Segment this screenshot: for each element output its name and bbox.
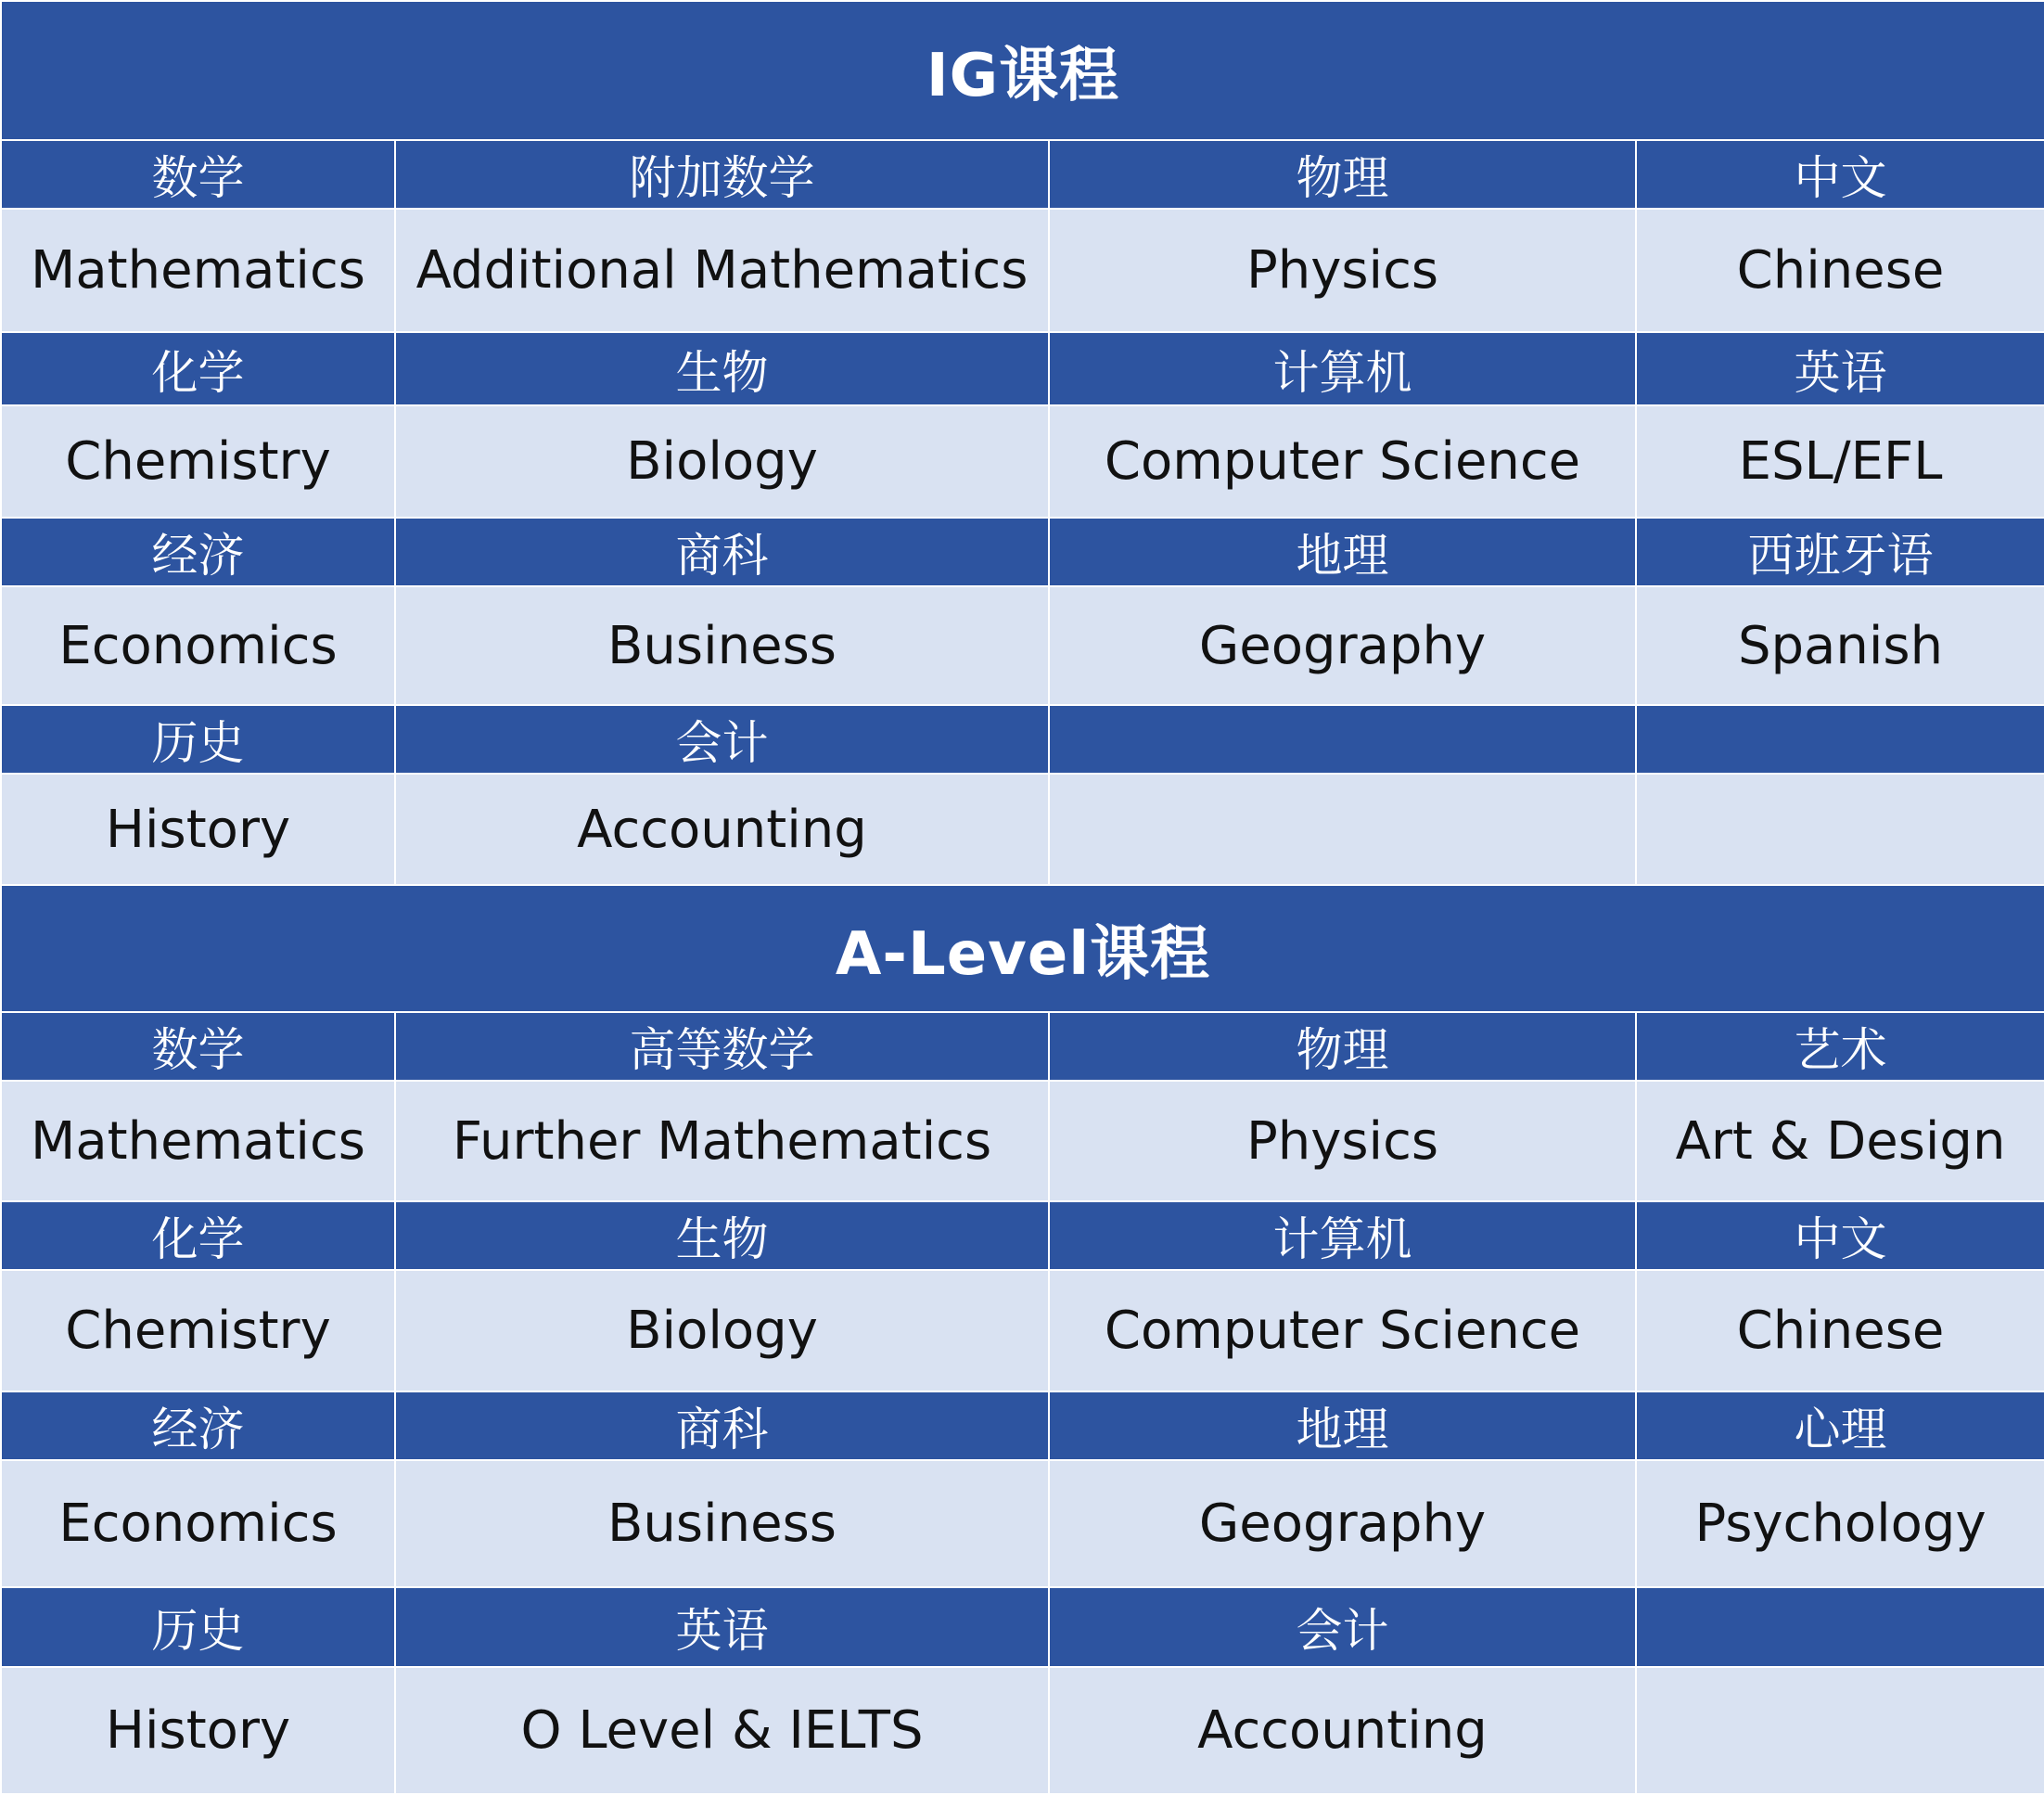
ig-subject-cn: 计算机 xyxy=(1049,332,1636,405)
ig-title-row xyxy=(1,1,2044,140)
alevel-subject-en: Economics xyxy=(1,1460,395,1587)
alevel-subject-en: Computer Science xyxy=(1049,1270,1636,1391)
alevel-subject-cn: 会计 xyxy=(1049,1587,1636,1667)
alevel-subject-cn: 地理 xyxy=(1049,1391,1636,1460)
alevel-subject-en-row xyxy=(1,1667,2044,1794)
alevel-subject-cn: 数学 xyxy=(1,1012,395,1081)
alevel-subject-en-row xyxy=(1,1081,2044,1201)
ig-subject-cn: 地理 xyxy=(1049,518,1636,586)
alevel-subject-cn: 历史 xyxy=(1,1587,395,1667)
ig-subject-en: Chinese xyxy=(1636,209,2044,332)
ig-empty-cell xyxy=(1636,705,2044,774)
ig-subject-en: Geography xyxy=(1049,586,1636,705)
ig-empty-cell xyxy=(1636,774,2044,885)
ig-empty-cell xyxy=(1049,705,1636,774)
alevel-subject-en: Chinese xyxy=(1636,1270,2044,1391)
alevel-subject-en: Accounting xyxy=(1049,1667,1636,1794)
alevel-subject-cn: 化学 xyxy=(1,1201,395,1270)
alevel-subject-en: Biology xyxy=(395,1270,1049,1391)
alevel-subject-en: Physics xyxy=(1049,1081,1636,1201)
alevel-subject-en: Art & Design xyxy=(1636,1081,2044,1201)
ig-subject-en: Mathematics xyxy=(1,209,395,332)
ig-subject-en: Chemistry xyxy=(1,405,395,518)
ig-subject-cn: 商科 xyxy=(395,518,1049,586)
alevel-subject-en: Business xyxy=(395,1460,1049,1587)
ig-subject-cn: 中文 xyxy=(1636,140,2044,209)
ig-subject-cn: 经济 xyxy=(1,518,395,586)
ig-section-title: IG课程 xyxy=(1,1,2044,140)
alevel-subject-cn: 生物 xyxy=(395,1201,1049,1270)
ig-subject-cn: 附加数学 xyxy=(395,140,1049,209)
alevel-subject-cn-row xyxy=(1,1587,2044,1667)
ig-subject-cn: 物理 xyxy=(1049,140,1636,209)
alevel-subject-en: Mathematics xyxy=(1,1081,395,1201)
ig-subject-cn-row xyxy=(1,705,2044,774)
alevel-subject-cn: 高等数学 xyxy=(395,1012,1049,1081)
alevel-subject-cn-row xyxy=(1,1201,2044,1270)
ig-subject-en: Business xyxy=(395,586,1049,705)
alevel-subject-cn: 计算机 xyxy=(1049,1201,1636,1270)
ig-subject-cn-row xyxy=(1,140,2044,209)
alevel-subject-cn: 艺术 xyxy=(1636,1012,2044,1081)
ig-subject-en: Accounting xyxy=(395,774,1049,885)
ig-subject-en: Biology xyxy=(395,405,1049,518)
ig-subject-en-row xyxy=(1,774,2044,885)
ig-subject-en-row xyxy=(1,209,2044,332)
ig-subject-en: Spanish xyxy=(1636,586,2044,705)
ig-subject-cn: 会计 xyxy=(395,705,1049,774)
ig-subject-en: ESL/EFL xyxy=(1636,405,2044,518)
ig-subject-cn: 生物 xyxy=(395,332,1049,405)
alevel-title-row xyxy=(1,885,2044,1012)
alevel-section-title: A-Level课程 xyxy=(1,885,2044,1012)
ig-subject-en-row xyxy=(1,405,2044,518)
ig-subject-en: Physics xyxy=(1049,209,1636,332)
ig-subject-cn: 历史 xyxy=(1,705,395,774)
alevel-subject-en: Geography xyxy=(1049,1460,1636,1587)
ig-subject-cn: 英语 xyxy=(1636,332,2044,405)
alevel-subject-cn-row xyxy=(1,1012,2044,1081)
ig-subject-cn: 数学 xyxy=(1,140,395,209)
alevel-subject-cn: 商科 xyxy=(395,1391,1049,1460)
ig-subject-cn: 西班牙语 xyxy=(1636,518,2044,586)
ig-subject-en: Computer Science xyxy=(1049,405,1636,518)
alevel-subject-en-row xyxy=(1,1460,2044,1587)
alevel-subject-en: Psychology xyxy=(1636,1460,2044,1587)
ig-subject-cn-row xyxy=(1,518,2044,586)
alevel-subject-en-row xyxy=(1,1270,2044,1391)
alevel-subject-en: O Level & IELTS xyxy=(395,1667,1049,1794)
ig-subject-en: Economics xyxy=(1,586,395,705)
alevel-subject-cn: 物理 xyxy=(1049,1012,1636,1081)
alevel-subject-en: Further Mathematics xyxy=(395,1081,1049,1201)
ig-subject-en: History xyxy=(1,774,395,885)
alevel-subject-cn: 心理 xyxy=(1636,1391,2044,1460)
alevel-subject-cn: 英语 xyxy=(395,1587,1049,1667)
ig-subject-en-row xyxy=(1,586,2044,705)
ig-subject-en: Additional Mathematics xyxy=(395,209,1049,332)
alevel-subject-cn-row xyxy=(1,1391,2044,1460)
ig-subject-cn-row xyxy=(1,332,2044,405)
ig-empty-cell xyxy=(1049,774,1636,885)
ig-subject-cn: 化学 xyxy=(1,332,395,405)
alevel-subject-en: Chemistry xyxy=(1,1270,395,1391)
alevel-subject-cn: 中文 xyxy=(1636,1201,2044,1270)
alevel-empty-cell xyxy=(1636,1667,2044,1794)
alevel-empty-cell xyxy=(1636,1587,2044,1667)
alevel-subject-cn: 经济 xyxy=(1,1391,395,1460)
alevel-subject-en: History xyxy=(1,1667,395,1794)
